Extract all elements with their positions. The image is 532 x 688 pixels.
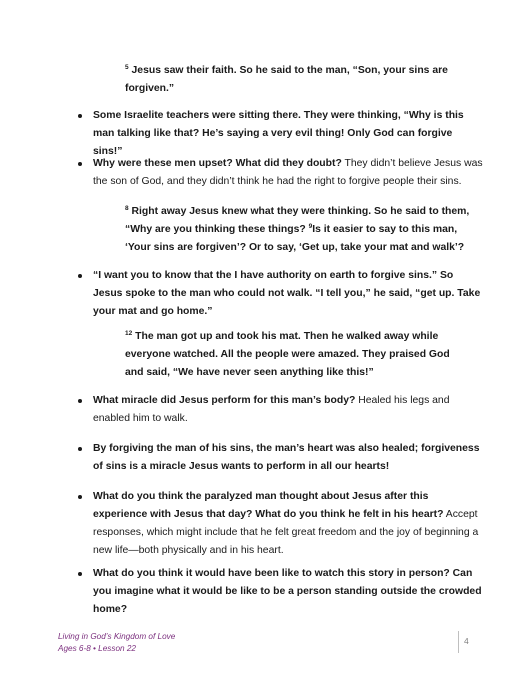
bullet-icon [78, 447, 82, 451]
list-item [93, 267, 483, 321]
footer-divider [458, 631, 459, 653]
list-item [93, 107, 483, 161]
verse-number: 12 [125, 330, 133, 337]
bullet-icon [78, 114, 82, 118]
list-item [93, 440, 483, 476]
scripture-quote [125, 203, 470, 257]
bullet-bold-text: Why were these men upset? What did they doubt? [93, 158, 342, 169]
bullet-bold-text: What do you think it would have been like to watch this story in person? Can you imagine what it would be like to be a person standing outside the crowded home? [93, 568, 482, 615]
list-item [93, 565, 483, 619]
bullet-bold-text: By forgiving the man of his sins, the man’s heart was also healed; forgiveness of sins is a miracle Jesus wants to perform in all our hearts! [93, 443, 480, 472]
bullet-bold-text: What do you think the paralyzed man thought about Jesus after this experience with Jesus that day? What do you think he felt in his heart? [93, 491, 444, 520]
bullet-normal-text: They didn’t believe Jesus was the son of God, and they didn’t think he had the right to forgive people their sins. [93, 158, 483, 187]
list-item [93, 155, 483, 191]
scripture-quote [125, 62, 470, 98]
verse-number: 9 [308, 223, 313, 230]
scripture-quote [125, 328, 470, 382]
bullet-bold-text: What miracle did Jesus perform for this man’s body? [93, 395, 356, 406]
quote-text: Is it easier to say to this man, ‘Your sins are forgiven’? Or to say, ‘Get up, take your mat and walk’? [125, 224, 465, 253]
bullet-bold-text: Some Israelite teachers were sitting there. They were thinking, “Why is this man talking like that? He’s saying a very evil thing! Only God can forgive sins!” [93, 110, 464, 157]
bullet-normal-text: Accept responses, which might include that he felt great freedom and the joy of beginning a new life—both physically and in his heart. [93, 509, 479, 556]
bullet-bold-text: “I want you to know that the I have authority on earth to forgive sins.” So Jesus spoke to the man who could not walk. “I tell you,” he said, “get up. Take your mat and go home.” [93, 270, 481, 317]
bullet-icon [78, 495, 82, 499]
footer-curriculum-title: Living in God’s Kingdom of Love [58, 632, 176, 641]
list-item [93, 392, 483, 428]
quote-text: The man got up and took his mat. Then he walked away while everyone watched. All the people were amazed. They praised God and said, “We have never seen anything like this!” [125, 331, 450, 378]
bullet-icon [78, 274, 82, 278]
bullet-normal-text: Healed his legs and enabled him to walk. [93, 395, 450, 424]
quote-text: Jesus saw their faith. So he said to the man, “Son, your sins are forgiven.” [125, 65, 448, 94]
bullet-icon [78, 162, 82, 166]
list-item [93, 488, 483, 560]
verse-number: 8 [125, 205, 129, 212]
bullet-icon [78, 399, 82, 403]
footer-age-lesson: Ages 6-8 • Lesson 22 [58, 644, 136, 653]
page-number: 4 [464, 636, 469, 646]
quote-text: Right away Jesus knew what they were thinking. So he said to them, “Why are you thinking these things? [125, 206, 470, 235]
bullet-icon [78, 572, 82, 576]
footer-lesson-info [58, 631, 175, 655]
verse-number: 5 [125, 64, 129, 71]
